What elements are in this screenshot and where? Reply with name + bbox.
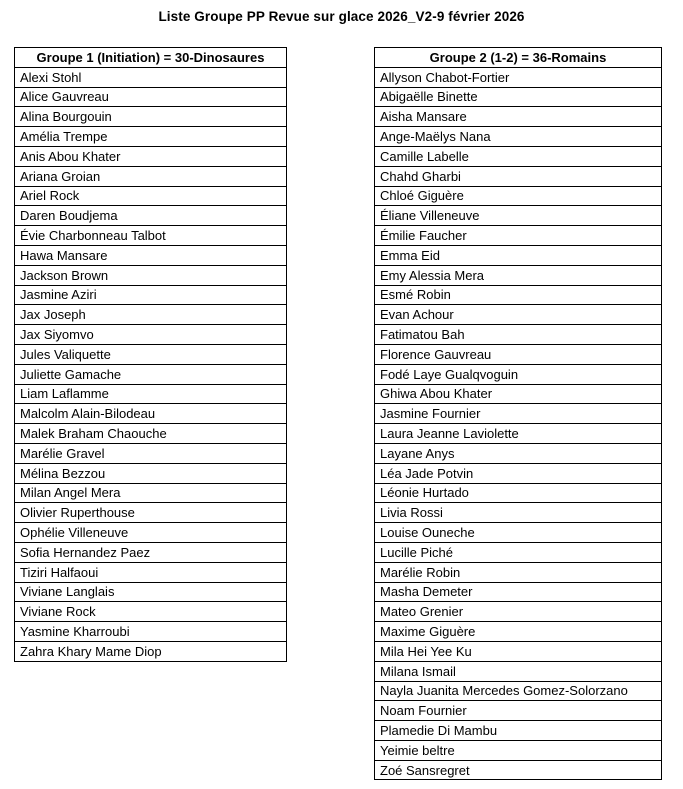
table-row [375, 562, 662, 582]
student-name: Jules Valiquette [15, 344, 287, 364]
table-row [375, 344, 662, 364]
student-name: Esmé Robin [375, 285, 662, 305]
student-name: Camille Labelle [375, 146, 662, 166]
student-name: Liam Laflamme [15, 384, 287, 404]
table-row [375, 67, 662, 87]
student-name: Yeimie beltre [375, 740, 662, 760]
table-row [375, 582, 662, 602]
table-row [15, 285, 287, 305]
table-row [375, 146, 662, 166]
table-row [375, 265, 662, 285]
table-row [15, 87, 287, 107]
group1-header-row [15, 48, 287, 68]
group1-header: Groupe 1 (Initiation) = 30-Dinosaures [15, 48, 287, 68]
table-row [15, 424, 287, 444]
student-name: Chloé Giguère [375, 186, 662, 206]
student-name: Aisha Mansare [375, 107, 662, 127]
table-row [375, 127, 662, 147]
table-row [15, 245, 287, 265]
student-name: Chahd Gharbi [375, 166, 662, 186]
table-row [375, 740, 662, 760]
table-row [375, 602, 662, 622]
table-row [15, 186, 287, 206]
student-name: Mateo Grenier [375, 602, 662, 622]
student-name: Evan Achour [375, 305, 662, 325]
table-row [375, 245, 662, 265]
table-row [375, 325, 662, 345]
table-row [15, 107, 287, 127]
table-row [15, 463, 287, 483]
table-row [15, 265, 287, 285]
table-row [15, 503, 287, 523]
student-name: Évie Charbonneau Talbot [15, 226, 287, 246]
table-row [375, 503, 662, 523]
student-name: Malcolm Alain-Bilodeau [15, 404, 287, 424]
table-row [15, 206, 287, 226]
table-row [375, 463, 662, 483]
student-name: Daren Boudjema [15, 206, 287, 226]
student-name: Lucille Piché [375, 542, 662, 562]
table-row [375, 384, 662, 404]
table-row [15, 602, 287, 622]
student-name: Zahra Khary Mame Diop [15, 641, 287, 661]
table-row [15, 384, 287, 404]
student-name: Sofia Hernandez Paez [15, 542, 287, 562]
student-name: Jax Siyomvo [15, 325, 287, 345]
student-name: Ariel Rock [15, 186, 287, 206]
student-name: Mila Hei Yee Ku [375, 641, 662, 661]
table-row [15, 166, 287, 186]
table-row [375, 226, 662, 246]
table-row [15, 404, 287, 424]
group2-table [374, 47, 662, 780]
group1-body [15, 67, 287, 661]
table-row [375, 622, 662, 642]
table-row [375, 166, 662, 186]
table-row [375, 424, 662, 444]
group1-table [14, 47, 287, 662]
table-row [375, 404, 662, 424]
table-row [15, 146, 287, 166]
student-name: Alina Bourgouin [15, 107, 287, 127]
student-name: Viviane Rock [15, 602, 287, 622]
student-name: Louise Ouneche [375, 523, 662, 543]
student-name: Milana Ismail [375, 661, 662, 681]
table-row [15, 582, 287, 602]
student-name: Marélie Gravel [15, 443, 287, 463]
table-row [375, 186, 662, 206]
table-row [375, 87, 662, 107]
student-name: Éliane Villeneuve [375, 206, 662, 226]
student-name: Masha Demeter [375, 582, 662, 602]
student-name: Plamedie Di Mambu [375, 721, 662, 741]
student-name: Amélia Trempe [15, 127, 287, 147]
student-name: Léonie Hurtado [375, 483, 662, 503]
student-name: Florence Gauvreau [375, 344, 662, 364]
table-row [375, 305, 662, 325]
group2-header: Groupe 2 (1-2) = 36-Romains [375, 48, 662, 68]
table-row [15, 344, 287, 364]
table-row [375, 661, 662, 681]
student-name: Livia Rossi [375, 503, 662, 523]
table-row [15, 562, 287, 582]
table-row [375, 721, 662, 741]
student-name: Ariana Groian [15, 166, 287, 186]
table-row [15, 226, 287, 246]
group2-body [375, 67, 662, 780]
student-name: Viviane Langlais [15, 582, 287, 602]
table-row [15, 364, 287, 384]
table-row [375, 206, 662, 226]
student-name: Juliette Gamache [15, 364, 287, 384]
student-name: Alexi Stohl [15, 67, 287, 87]
student-name: Abigaëlle Binette [375, 87, 662, 107]
table-row [15, 325, 287, 345]
student-name: Jax Joseph [15, 305, 287, 325]
student-name: Allyson Chabot-Fortier [375, 67, 662, 87]
student-name: Nayla Juanita Mercedes Gomez-Solorzano [375, 681, 662, 701]
table-row [375, 483, 662, 503]
table-row [375, 443, 662, 463]
student-name: Fatimatou Bah [375, 325, 662, 345]
student-name: Tiziri Halfaoui [15, 562, 287, 582]
student-name: Hawa Mansare [15, 245, 287, 265]
student-name: Emy Alessia Mera [375, 265, 662, 285]
table-row [15, 443, 287, 463]
student-name: Laura Jeanne Laviolette [375, 424, 662, 444]
student-name: Noam Fournier [375, 701, 662, 721]
table-row [375, 285, 662, 305]
table-row [15, 483, 287, 503]
student-name: Léa Jade Potvin [375, 463, 662, 483]
table-row [375, 701, 662, 721]
student-name: Ghiwa Abou Khater [375, 384, 662, 404]
student-name: Zoé Sansregret [375, 760, 662, 780]
table-row [375, 523, 662, 543]
student-name: Jackson Brown [15, 265, 287, 285]
page-title: Liste Groupe PP Revue sur glace 2026_V2-9 février 2026 [158, 9, 525, 24]
student-name: Yasmine Kharroubi [15, 622, 287, 642]
student-name: Emma Eid [375, 245, 662, 265]
student-name: Marélie Robin [375, 562, 662, 582]
student-name: Alice Gauvreau [15, 87, 287, 107]
student-name: Anis Abou Khater [15, 146, 287, 166]
student-name: Ange-Maëlys Nana [375, 127, 662, 147]
table-row [15, 305, 287, 325]
table-row [375, 641, 662, 661]
student-name: Ophélie Villeneuve [15, 523, 287, 543]
student-name: Milan Angel Mera [15, 483, 287, 503]
student-name: Malek Braham Chaouche [15, 424, 287, 444]
table-row [375, 760, 662, 780]
student-name: Émilie Faucher [375, 226, 662, 246]
table-row [15, 622, 287, 642]
student-name: Mélina Bezzou [15, 463, 287, 483]
table-row [15, 523, 287, 543]
student-name: Layane Anys [375, 443, 662, 463]
student-name: Olivier Ruperthouse [15, 503, 287, 523]
student-name: Jasmine Fournier [375, 404, 662, 424]
table-row [15, 542, 287, 562]
group2-header-row [375, 48, 662, 68]
student-name: Jasmine Aziri [15, 285, 287, 305]
table-row [15, 67, 287, 87]
table-row [15, 641, 287, 661]
table-row [375, 364, 662, 384]
table-row [375, 107, 662, 127]
table-row [375, 681, 662, 701]
student-name: Fodé Laye Gualqvoguin [375, 364, 662, 384]
table-row [15, 127, 287, 147]
table-row [375, 542, 662, 562]
student-name: Maxime Giguère [375, 622, 662, 642]
